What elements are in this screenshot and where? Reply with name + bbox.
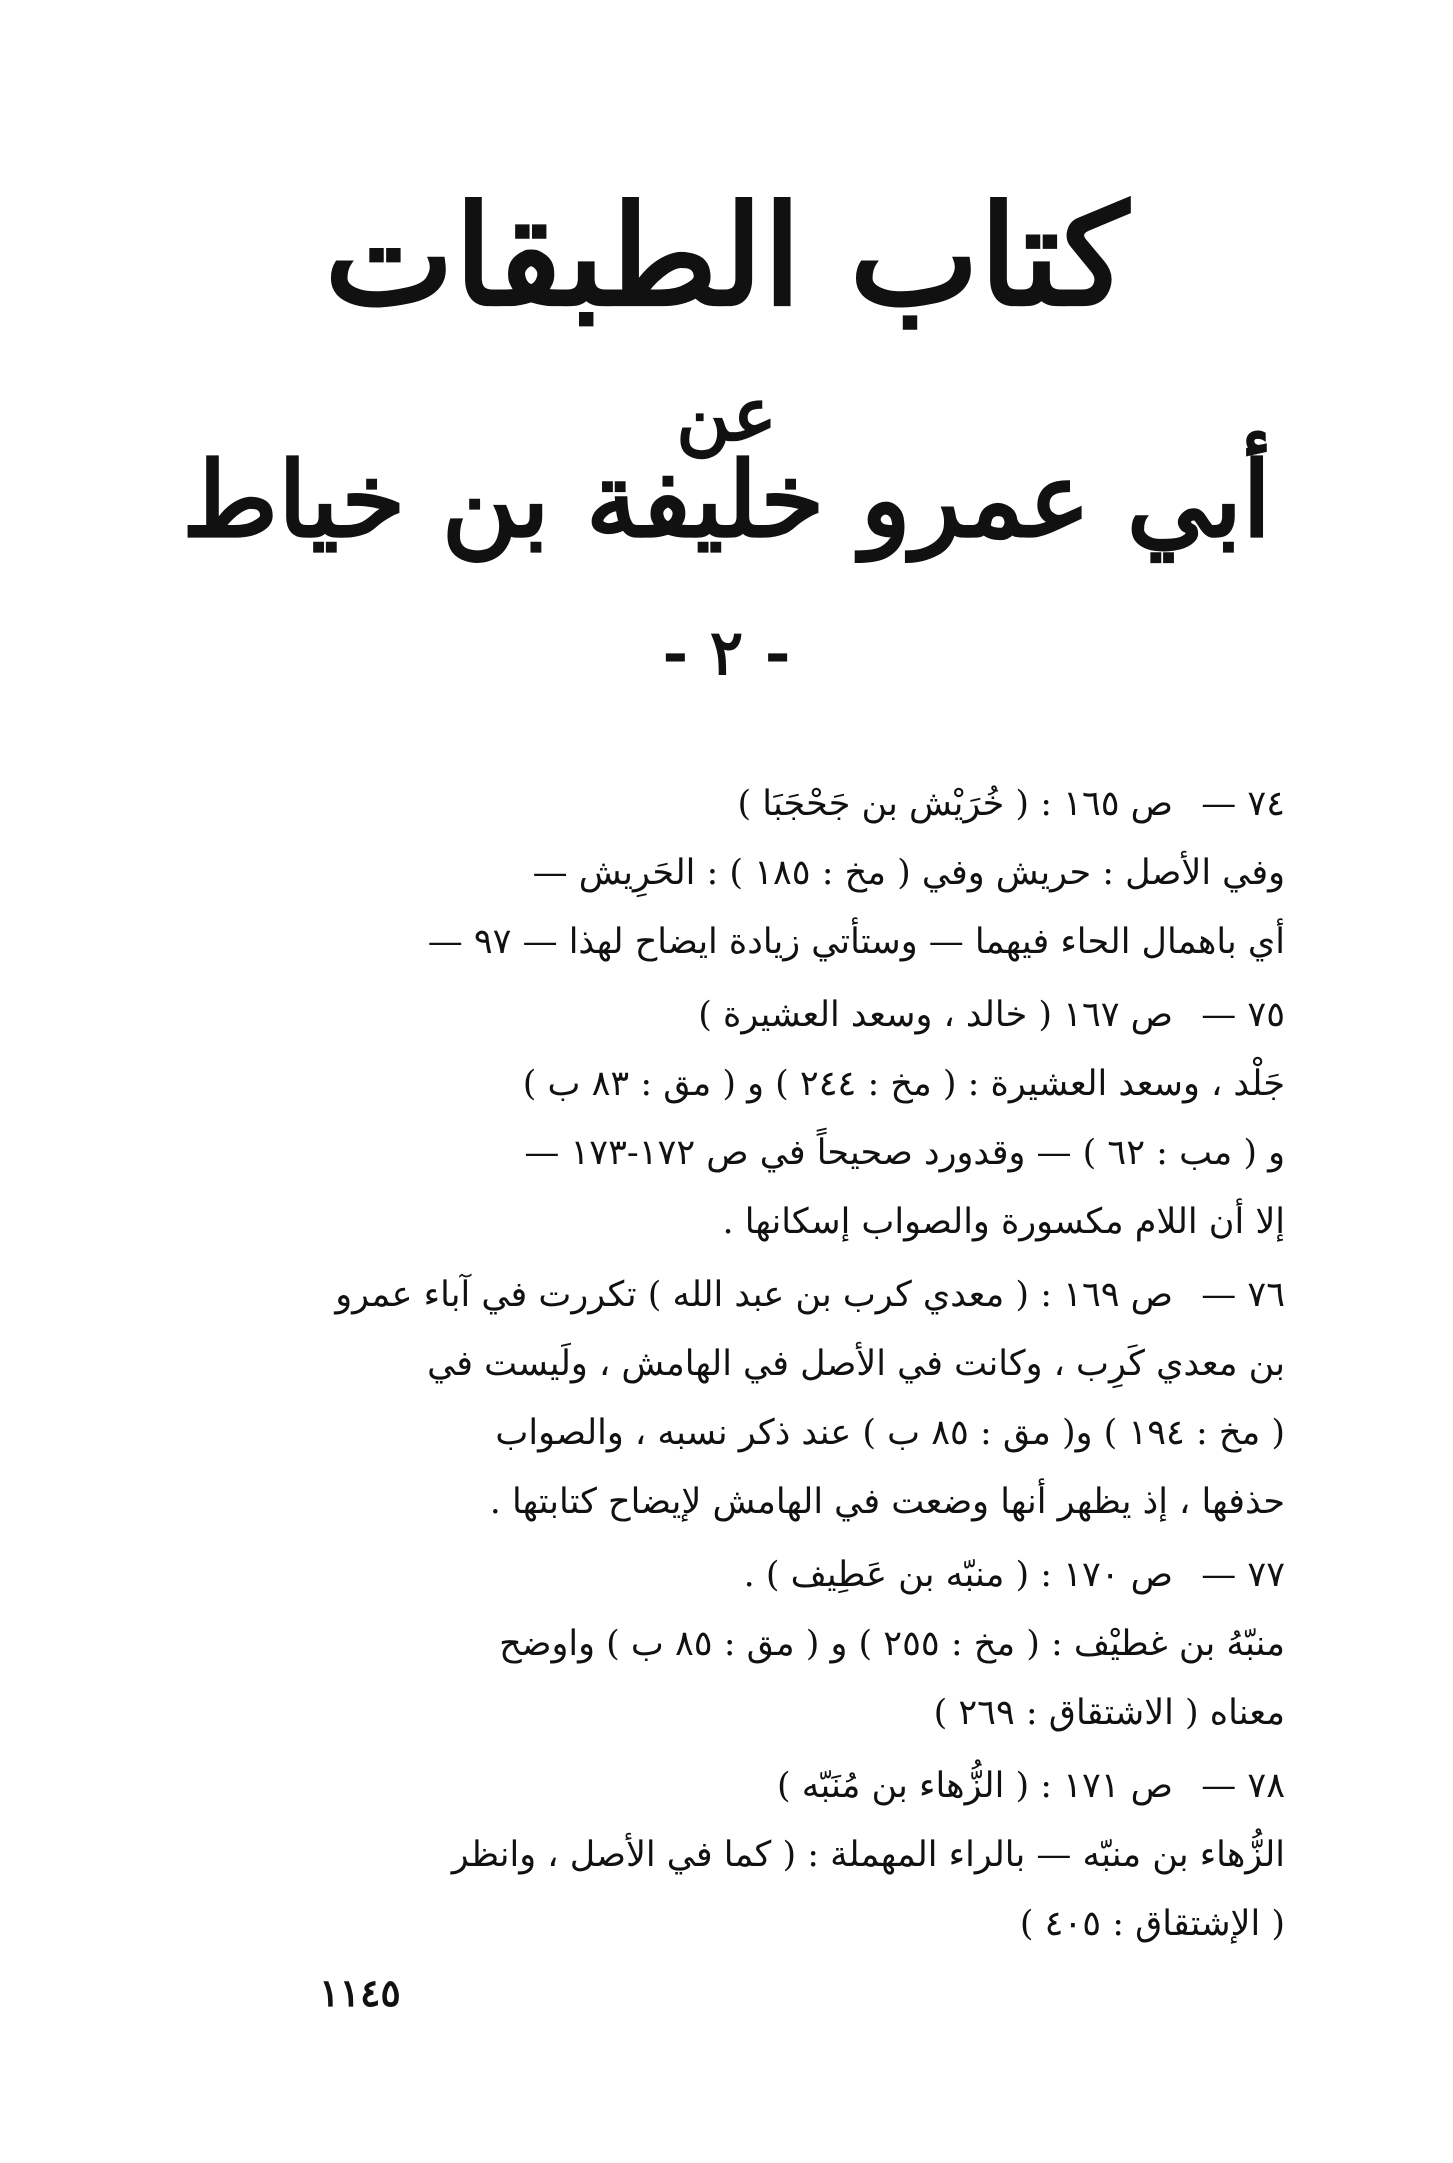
note-heading-row [190,1261,1285,1330]
note-heading: ص ١٦٥ : ( خُرَيْش بن جَحْجَبَا ) [737,784,1173,824]
note-item [190,770,1285,977]
note-heading: ص ١٧٠ : ( منبّه بن عَطِيف ) . [743,1555,1173,1595]
note-line: معناه ( الاشتقاق : ٢٦٩ ) [933,1693,1285,1733]
note-line: جَلْد ، وسعد العشيرة : ( مخ : ٢٤٤ ) و ( مق : ٨٣ ب ) [522,1064,1285,1104]
note-heading: ص ١٧١ : ( الزُّهاء بن مُنَبّه ) [776,1766,1173,1806]
note-line: إلا أن اللام مكسورة والصواب إسكانها . [722,1202,1285,1242]
note-heading-row [190,770,1285,839]
note-body [190,1050,1285,1257]
note-item [190,981,1285,1257]
note-line: أي باهمال الحاء فيهما — وستأتي زيادة ايضاح لهذا — ٩٧ — [427,922,1285,962]
note-item [190,1752,1285,1959]
note-number: ٧٧ — [1201,1555,1285,1595]
page-number: ١١٤٥ [319,1970,401,2015]
note-heading: ص ١٦٧ ( خالد ، وسعد العشيرة ) [698,995,1173,1035]
note-line: و ( مب : ٦٢ ) — وقدورد صحيحاً في ص ١٧٢-١٧٣ — [524,1133,1285,1173]
note-line: منبّهُ بن غطيْف : ( مخ : ٢٥٥ ) و ( مق : ٨٥ ب ) واوضح [499,1624,1285,1664]
note-body [190,1610,1285,1748]
note-item [190,1541,1285,1748]
note-body [190,839,1285,977]
author-name: أبي عمرو خليفة بن خياط [181,438,1272,561]
note-heading-row [190,1541,1285,1610]
note-body [190,1330,1285,1537]
note-line: الزُّهاء بن منبّه — بالراء المهملة : ( كما في الأصل ، وانظر [451,1835,1285,1875]
note-line: وفي الأصل : حريش وفي ( مخ : ١٨٥ ) : الحَرِيش — [532,853,1285,893]
book-title: كتاب الطبقات [324,174,1129,337]
note-heading-row [190,981,1285,1050]
title-connector: عن [676,372,777,458]
note-number: ٧٤ — [1201,784,1285,824]
note-line: ( مخ : ١٩٤ ) و( مق : ٨٥ ب ) عند ذكر نسبه ، والصواب [495,1413,1285,1453]
note-heading: ص ١٦٩ : ( معدي كرب بن عبد الله ) تكررت في آباء عمرو [335,1275,1173,1315]
note-line: حذفها ، إذ يظهر أنها وضعت في الهامش لإيضاح كتابتها . [489,1482,1285,1522]
note-number: ٧٥ — [1201,995,1285,1035]
note-line: ( الإشتقاق : ٤٠٥ ) [1019,1904,1285,1944]
note-body [190,1821,1285,1959]
notes-list [190,770,1285,1963]
note-heading-row [190,1752,1285,1821]
note-number: ٧٦ — [1201,1275,1285,1315]
note-item [190,1261,1285,1537]
note-line: بن معدي كَرِب ، وكانت في الأصل في الهامش ، ولَيست في [427,1344,1285,1384]
note-number: ٧٨ — [1201,1766,1285,1806]
volume-number: - ٢ - [662,616,791,689]
